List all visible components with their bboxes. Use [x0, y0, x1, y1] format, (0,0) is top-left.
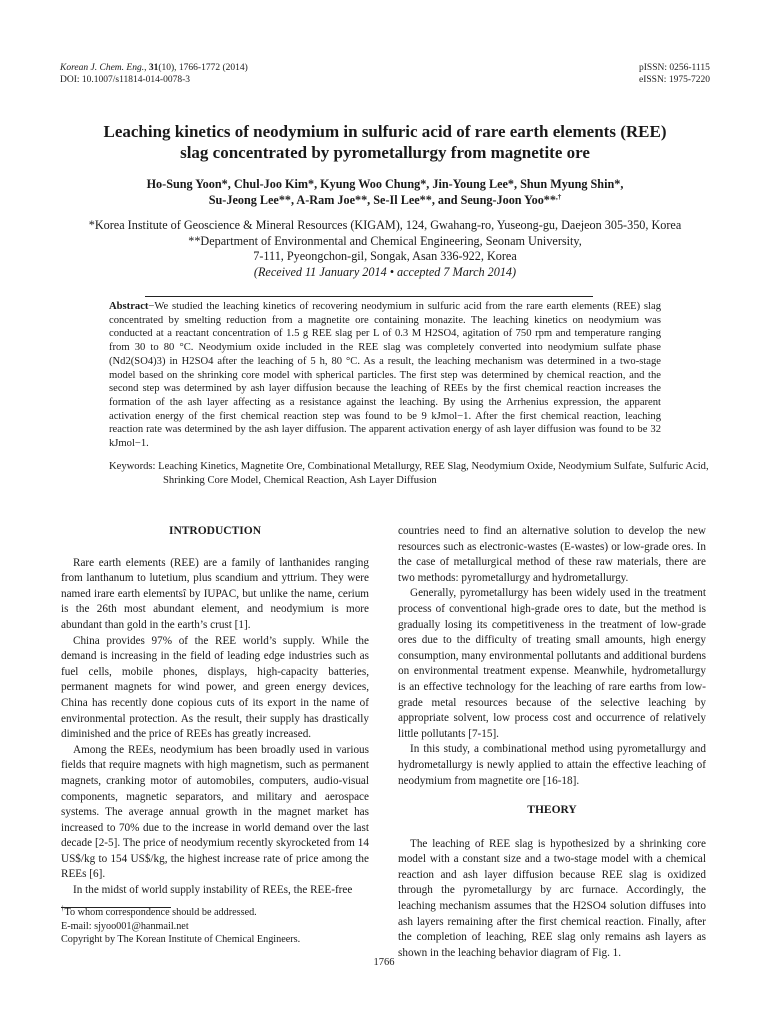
intro-paragraph-7: In this study, a combinational method using pyrometallurgy and hydrometallurgy is newly applied to attain the effective leaching of neodymium from magnetite ore [16-18].: [398, 743, 706, 787]
intro-paragraph-1: Rare earth elements (REE) are a family of lanthanides ranging from lanthanum to lutetium, plus scandium and yttrium. They were named irare earth elementsî by IUPAC, but unlike the name, cerium is the 26th most abundant element, and neodymium is more abundant than gold in the earth’s crust [1].: [61, 556, 369, 631]
page-number: 1766: [373, 957, 395, 968]
footnote-copyright: Copyright by The Korean Institute of Chemical Engineers.: [61, 934, 301, 946]
title-line-1: Leaching kinetics of neodymium in sulfuric acid of rare earth elements (REE): [103, 122, 667, 141]
keywords-label: Keywords:: [109, 461, 159, 472]
doi: DOI: 10.1007/s11814-014-0078-3: [60, 75, 190, 85]
pissn: pISSN: 0256-1115: [639, 63, 710, 73]
title-line-2: slag concentrated by pyrometallurgy from magnetite ore: [180, 143, 590, 162]
author-list: [60, 176, 710, 208]
abstract: [109, 300, 661, 451]
affiliation-2: **Department of Environmental and Chemical Engineering, Seonam University,: [188, 233, 582, 248]
corresponding-mark: ,†: [556, 192, 562, 201]
theory-paragraph-1: The leaching of REE slag is hypothesized by a shrinking core model with a constant size and a two-stage model with a chemical reaction and ash layer diffusion because REE slag is oxidized through the pyrometallurgy by arc furnace. Accordingly, the leaching mechanism assumes that the H2SO4 solution diffuses into ash layers remaining after the first chemical reaction. Finally, after the completion of leaching, REE slag only remains ash layers as shown in the leaching behavior diagram of Fig. 1.: [398, 837, 706, 959]
abstract-rule: [145, 296, 593, 297]
authors-line-2: Su-Jeong Lee**, A-Ram Joe**, Se-Il Lee**, and Seung-Joon Yoo**: [208, 193, 556, 207]
eissn: eISSN: 1975-7220: [639, 75, 710, 85]
introduction-heading: INTRODUCTION: [168, 525, 261, 537]
abstract-text: −We studied the leaching kinetics of recovering neodymium in sulfuric acid from the rare earth elements (REE) slag concentrated by smelting reduction from a magnetite ore containing monazite. The leaching kinetics on neodymium was conducted at a reactant concentration of 1.5 g REE slag per L of 0.3 M H2SO4, agitation of 750 rpm and temperature ranging from 30 to 80 °C. Neodymium oxide included in the REE slag was completely converted into neodymium sulfate phase (Nd2(SO4)3) in H2SO4 after the leaching of 5 h, 80 °C. As a result, the leaching mechanism was determined in a two-stage model based on the shrinking core model with spherical particles. The first step was determined by chemical reaction, and the second step was determined by ash layer diffusion because the leaching of REEs by the first chemical reaction increases the formation of the ash layer affecting as a resistance against the leaching. By using the Arrhenius expression, the apparent activation energy of the first chemical reaction step was found to be 9 kJmol−1. After the first chemical reaction, leaching reaction rate was determined by the ash layer diffusion. The apparent activation energy of ash layer diffusion was found to be 32 kJmol−1.: [109, 301, 661, 450]
footnote-correspondence: To whom correspondence should be addressed.: [64, 907, 257, 918]
affiliations: [60, 218, 710, 280]
theory-heading: THEORY: [527, 804, 577, 817]
journal-header: Korean J. Chem. Eng., 31(10), 1766-1772 (2014) DOI: 10.1007/s11814-014-0078-3: [60, 63, 248, 85]
right-column: [398, 524, 706, 961]
authors-line-1: Ho-Sung Yoon*, Chul-Joo Kim*, Kyung Woo Chung*, Jin-Young Lee*, Shun Myung Shin*,: [146, 177, 624, 191]
journal-volume: 31: [148, 63, 159, 73]
keywords: [109, 460, 715, 487]
keywords-text: Leaching Kinetics, Magnetite Ore, Combinational Metallurgy, REE Slag, Neodymium Oxide, Neodymium Sulfate, Sulfuric Acid, Shrinking Core Model, Chemical Reaction, Ash Layer Diffusion: [158, 461, 709, 486]
affiliation-1: *Korea Institute of Geoscience & Mineral Resources (KIGAM), 124, Gwahang-ro, Yuseong-gu, Daejeon 305-350, Korea: [88, 218, 682, 232]
issn-block: [639, 62, 710, 86]
paper-title: [60, 121, 710, 163]
intro-paragraph-2: China provides 97% of the REE world’s supply. While the demand is increasing in the field of leading edge industries such as fuel cells, mobile phones, displays, high-capacity batteries, permanent magnets for wind power, and green energy devices, China has recently done copious cuts of its export in the name of environmental protection. As the result, their supply has drastically diminished and the price of REEs has greatly increased.: [61, 634, 369, 741]
intro-paragraph-4: In the midst of world supply instability of REEs, the REE-free: [73, 884, 353, 897]
abstract-label: Abstract: [109, 301, 149, 312]
footnote-mark: †: [61, 904, 65, 913]
intro-paragraph-5: countries need to find an alternative solution to develop the new resources such as electronic-wastes (E-wastes) or low-grade ores. In the case of metallurgical method of these raw materials, there are two methods: pyrometallurgy and hydrometallurgy.: [398, 525, 706, 584]
footnote-email: E-mail: sjyoo001@hanmail.net: [61, 920, 189, 932]
journal-issue-pages: (10), 1766-1772 (2014): [158, 63, 248, 73]
intro-paragraph-3: Among the REEs, neodymium has been broadly used in various fields that require magnets with high magnetism, such as permanent magnets, cranking motor of automobiles, computers, audio-visual components, magnetic separators, and military and aerospace systems. The average annual growth in the magnet market has increased to 70% due to the increase in world demand over the last decade [2-5]. The price of neodymium recently skyrocketed from 14 US$/kg to 154 US$/kg, the highest increase rate of price among the REEs [6].: [61, 743, 369, 881]
footnote: [61, 906, 369, 947]
affiliation-3: 7-111, Pyeongchon-gil, Songak, Asan 336-922, Korea: [253, 249, 517, 263]
left-column: [61, 524, 369, 899]
journal-name: Korean J. Chem. Eng.: [60, 63, 145, 73]
received-dates: (Received 11 January 2014 • accepted 7 March 2014): [253, 264, 517, 279]
intro-paragraph-6: Generally, pyrometallurgy has been widely used in the treatment process of conventional high-grade ores to date, but the method is gradually losing its competitiveness in the treatment of low-grade ores due to the difficulty of treating small amounts, high energy consumption, many environmental pollutants and additional burdens on environmental treatment expense. Meanwhile, hydrometallurgy is an effective technology for the leaching of rare earths from low-grade metal resources because of the selective leaching by appropriate solvent, low process cost and occurrence of relatively little pollutants [7-15].: [398, 587, 706, 740]
